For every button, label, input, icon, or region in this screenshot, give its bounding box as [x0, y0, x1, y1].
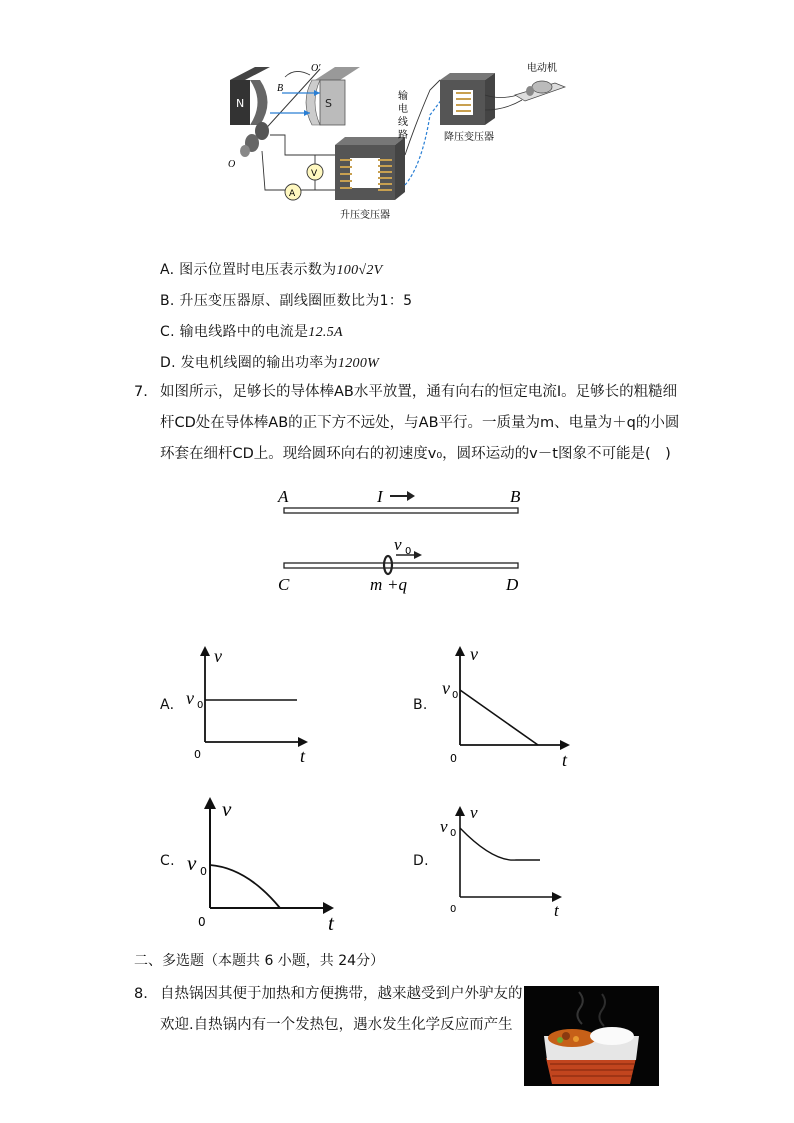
step-down-transformer — [440, 73, 495, 125]
q6-option-b: B. 升压变压器原、副线圈匝数比为1：5 — [160, 293, 413, 309]
axis-bottom-label: O — [228, 159, 236, 170]
label-a: A — [278, 487, 289, 506]
label-d: D — [506, 575, 519, 594]
svg-text:v: v — [222, 797, 232, 821]
self-heating-pot-photo — [524, 986, 659, 1086]
q7-line-2: 杆CD处在导体棒AB的正下方不远处，与AB平行。一质量为m、电量为＋q的小圆 — [160, 415, 680, 431]
graph-d — [438, 800, 573, 922]
label-q: +q — [387, 575, 407, 594]
transmission-line-char-4: 路 — [398, 130, 408, 141]
q7-line-3: 环套在细杆CD上。现给圆环向右的初速度v₀，圆环运动的v－t图象不可能是( ) — [160, 446, 671, 462]
graph-c-curve — [210, 865, 280, 908]
svg-text:v: v — [442, 678, 450, 698]
svg-text:v: v — [187, 851, 197, 875]
q6-option-a: A. 图示位置时电压表示数为100√2V — [160, 262, 383, 278]
svg-text:t: t — [328, 911, 334, 935]
axis-top-label: O′ — [311, 63, 321, 74]
svg-text:v: v — [440, 817, 448, 836]
q8-line-1: 自热锅因其便于加热和方便携带，越来越受到户外驴友的 — [160, 986, 523, 1002]
q6-option-d: D. 发电机线圈的输出功率为1200W — [160, 355, 380, 371]
svg-text:0: 0 — [450, 828, 457, 839]
motor-label: 电动机 — [527, 63, 557, 74]
svg-text:v: v — [186, 688, 194, 708]
transmission-line-char-3: 线 — [398, 117, 408, 128]
step-down-label: 降压变压器 — [444, 132, 494, 143]
svg-text:0: 0 — [200, 865, 207, 878]
graph-b-curve — [460, 690, 538, 745]
point-b-label: B — [277, 83, 284, 94]
graph-a — [180, 640, 315, 765]
label-current: I — [377, 487, 383, 506]
svg-text:0: 0 — [194, 748, 201, 761]
q6-option-c: C. 输电线路中的电流是12.5A — [160, 324, 343, 340]
graph-b — [438, 640, 578, 770]
svg-text:0: 0 — [405, 546, 412, 557]
graph-d-curve — [460, 828, 540, 860]
graph-a-letter: A. — [160, 697, 175, 713]
label-v0: v — [394, 535, 402, 554]
voltmeter-label: V — [311, 169, 318, 179]
s-pole-label: S — [325, 97, 332, 110]
svg-text:v: v — [470, 803, 478, 822]
n-pole-label: N — [236, 97, 245, 110]
svg-text:0: 0 — [452, 690, 459, 701]
transmission-line-char-1: 输 — [398, 91, 408, 102]
graph-c-letter: C. — [160, 853, 175, 869]
q8-line-2: 欢迎.自热锅内有一个发热包，遇水发生化学反应而产生 — [160, 1017, 513, 1033]
transmission-line-char-2: 电 — [398, 104, 408, 115]
label-b: B — [510, 487, 521, 506]
step-up-transformer — [335, 137, 405, 200]
rod-ring-figure — [270, 478, 530, 598]
graph-b-letter: B. — [413, 697, 428, 713]
section-2-heading: 二、多选题（本题共 6 小题，共 24分） — [134, 953, 385, 969]
magnet-n — [230, 67, 270, 125]
q8-number: 8. — [134, 986, 148, 1002]
graph-c — [182, 790, 342, 935]
svg-text:0: 0 — [198, 915, 206, 929]
svg-text:v: v — [214, 646, 222, 666]
step-up-label: 升压变压器 — [340, 210, 390, 221]
q7-line-1: 如图所示，足够长的导体棒AB水平放置，通有向右的恒定电流I。足够长的粗糙细 — [160, 384, 678, 400]
label-c: C — [278, 575, 290, 594]
q7-number: 7. — [134, 384, 148, 400]
svg-text:t: t — [562, 750, 568, 770]
power-transmission-figure — [200, 55, 580, 225]
label-m: m — [370, 575, 383, 594]
svg-text:0: 0 — [450, 904, 457, 915]
svg-text:0: 0 — [450, 752, 457, 765]
svg-text:0: 0 — [197, 700, 204, 711]
motor — [515, 81, 565, 101]
svg-text:t: t — [300, 746, 306, 765]
graph-d-letter: D. — [413, 853, 429, 869]
svg-text:t: t — [554, 901, 559, 920]
svg-text:v: v — [470, 644, 478, 664]
ammeter-label: A — [289, 189, 296, 199]
